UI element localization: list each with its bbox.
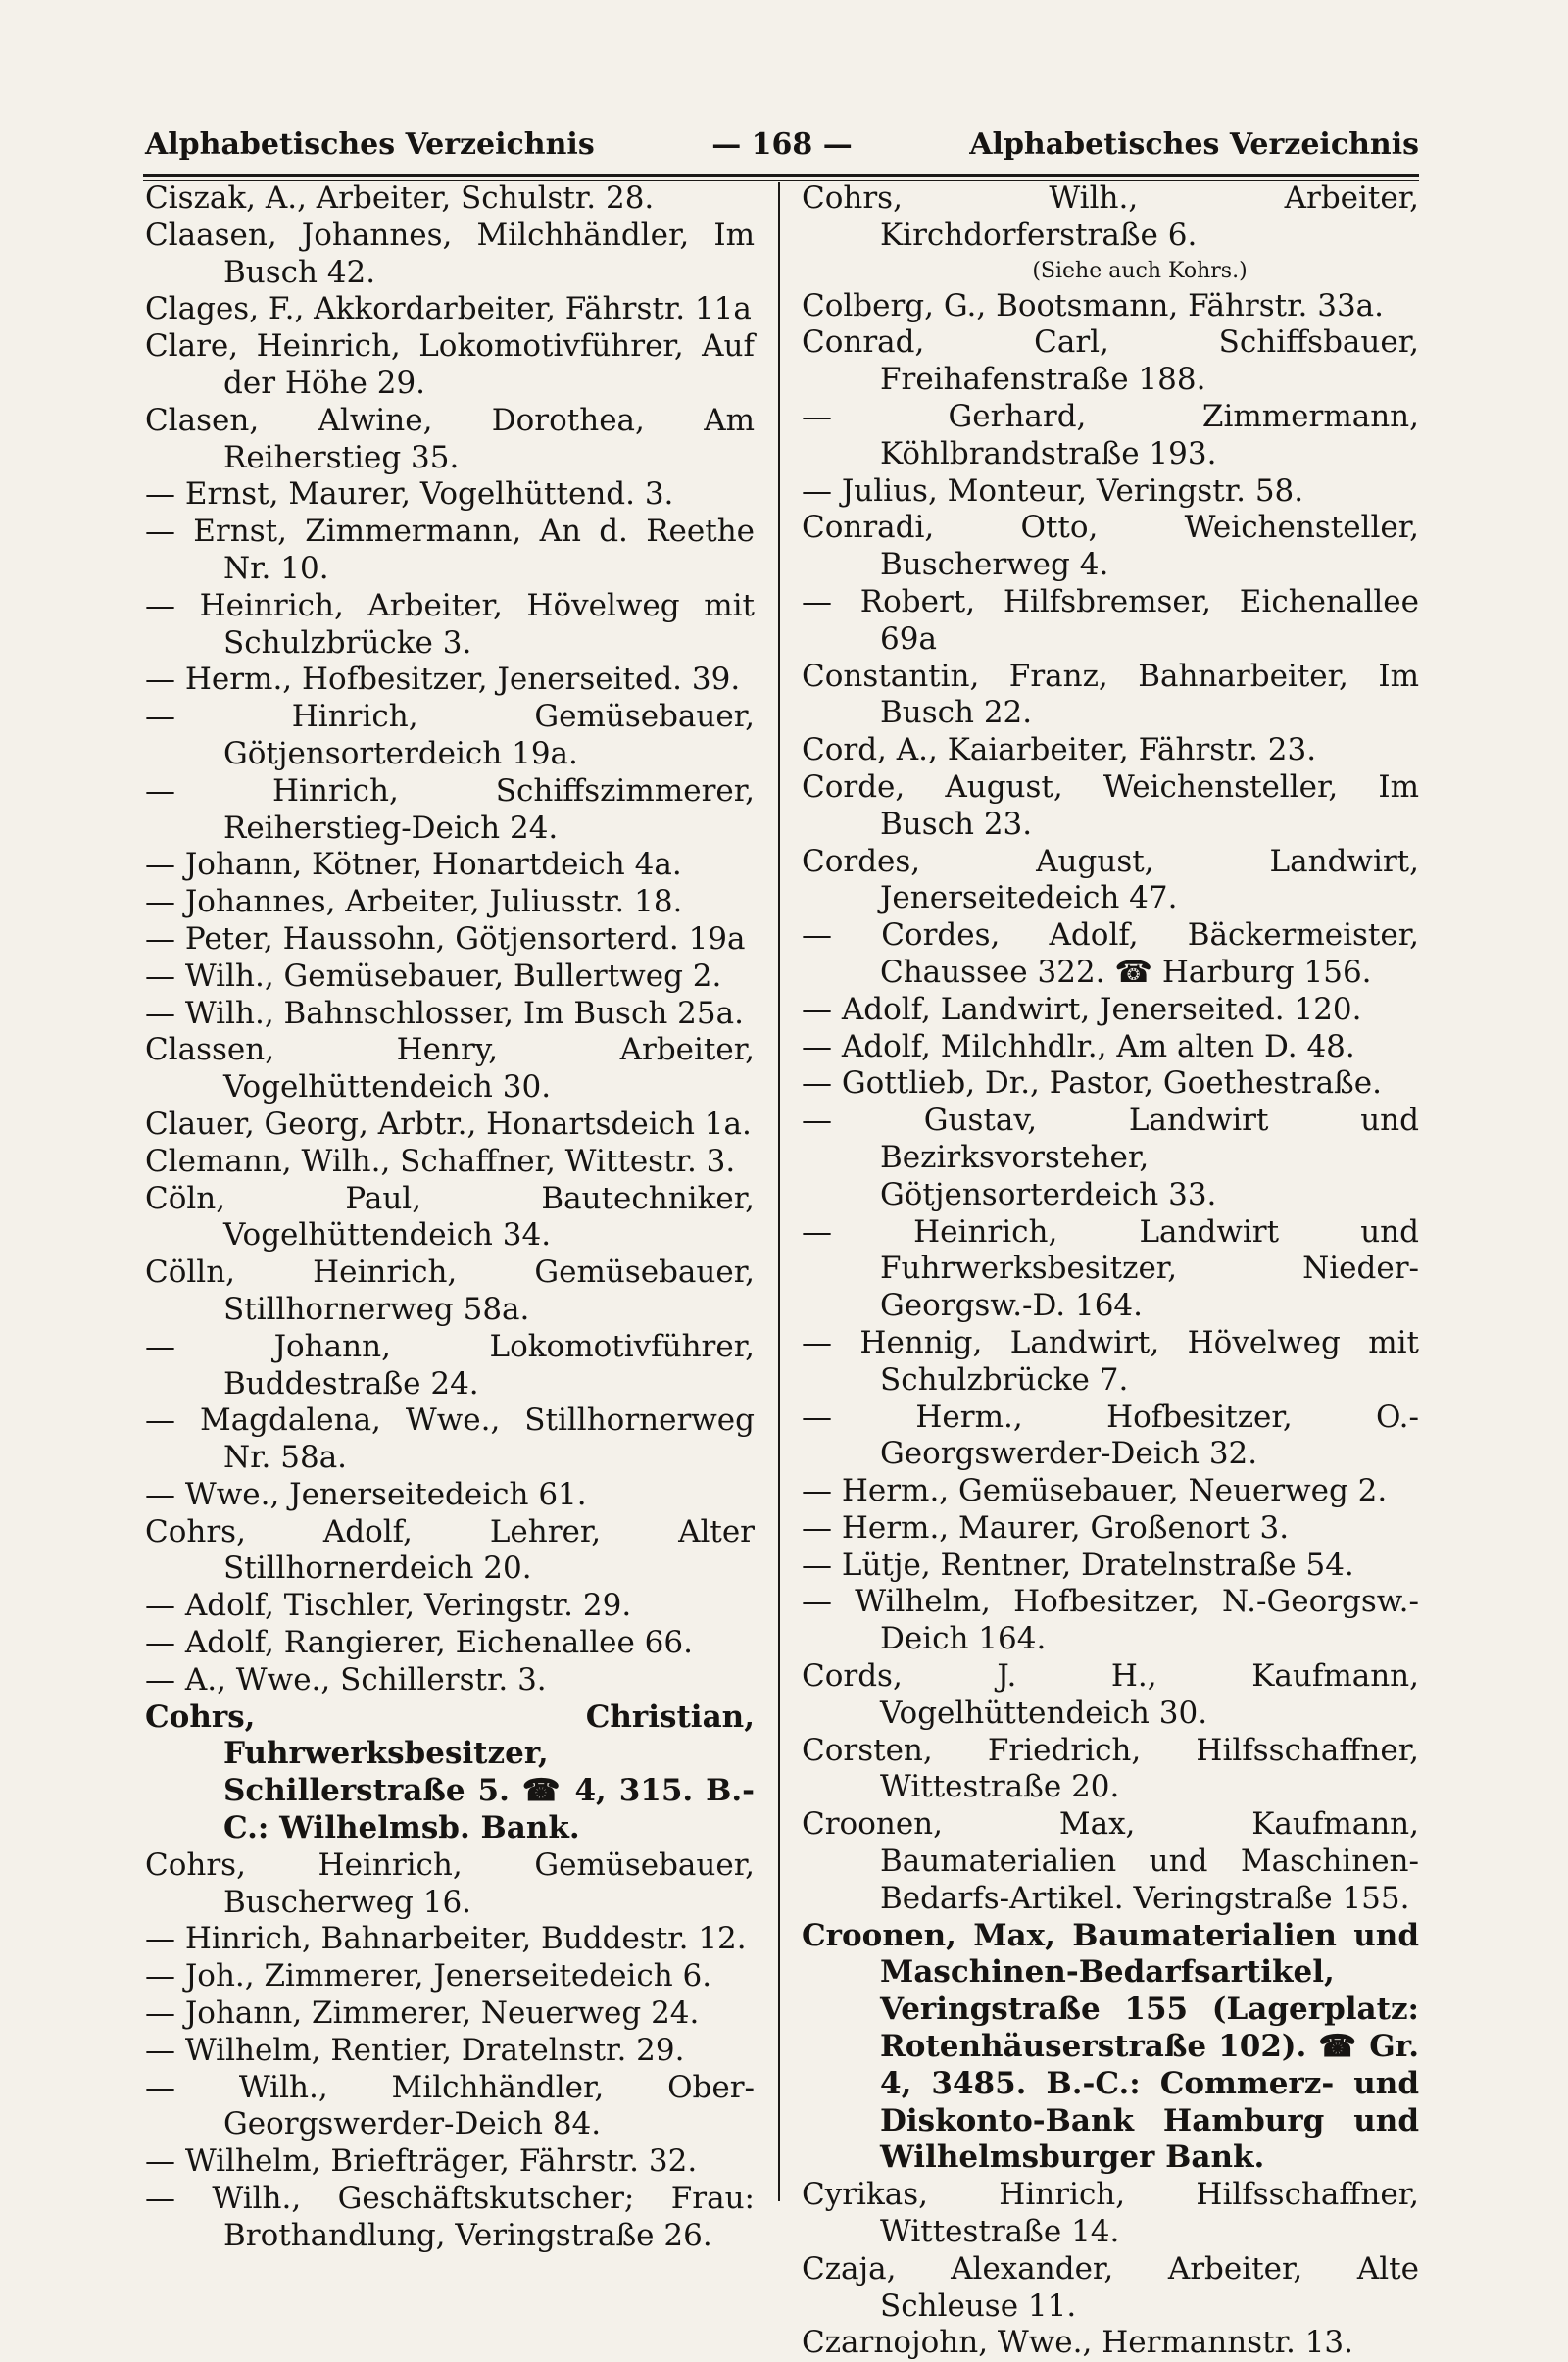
directory-entry: Clare, Heinrich, Lokomotivführer, Auf der Höhe 29. bbox=[145, 328, 755, 401]
directory-entry: Clauer, Georg, Arbtr., Honartsdeich 1a. bbox=[145, 1106, 752, 1142]
directory-entry: — Adolf, Landwirt, Jenerseited. 120. bbox=[802, 991, 1362, 1027]
directory-entry: Classen, Henry, Arbeiter, Vogelhüttendeich 30. bbox=[145, 1032, 755, 1106]
directory-entry: — Johann, Lokomotivführer, Buddestraße 24. bbox=[145, 1328, 755, 1402]
directory-entry: — Cordes, Adolf, Bäckermeister, Chaussee 322. ☎ Harburg 156. bbox=[802, 917, 1419, 990]
directory-entry: — Wwe., Jenerseitedeich 61. bbox=[145, 1476, 587, 1512]
directory-entry: — Julius, Monteur, Veringstr. 58. bbox=[802, 472, 1304, 509]
directory-entry: — Gustav, Landwirt und Bezirksvorsteher, Götjensorterdeich 33. bbox=[802, 1103, 1419, 1212]
directory-entry: Ciszak, A., Arbeiter, Schulstr. 28. bbox=[145, 180, 655, 216]
directory-entry: — Wilhelm, Briefträger, Fährstr. 32. bbox=[145, 2143, 698, 2180]
directory-entry: Cyrikas, Hinrich, Hilfsschaffner, Wittestraße 14. bbox=[802, 2177, 1419, 2250]
directory-entry: — Wilh., Gemüsebauer, Bullertweg 2. bbox=[145, 958, 722, 994]
column-divider bbox=[778, 182, 780, 2201]
directory-entry: Clasen, Alwine, Dorothea, Am Reiherstieg 35. bbox=[145, 402, 755, 475]
directory-entry: — Peter, Haussohn, Götjensorterd. 19a bbox=[145, 920, 746, 957]
directory-entry: — Hennig, Landwirt, Hövelweg mit Schulzbrücke 7. bbox=[802, 1324, 1419, 1398]
directory-entry: — Herm., Gemüsebauer, Neuerweg 2. bbox=[802, 1473, 1388, 1509]
directory-entry: Cordes, August, Landwirt, Jenerseitedeich 47. bbox=[802, 843, 1419, 916]
directory-entry: — Wilh., Geschäftskutscher; Frau: Brothandlung, Veringstraße 26. bbox=[145, 2181, 755, 2253]
directory-entry: Claasen, Johannes, Milchhändler, Im Busch 42. bbox=[145, 217, 755, 290]
directory-entry: — Ernst, Zimmermann, An d. Reethe Nr. 10. bbox=[145, 514, 755, 586]
directory-entry: — Joh., Zimmerer, Jenerseitedeich 6. bbox=[145, 1958, 712, 1994]
directory-entry: — Gottlieb, Dr., Pastor, Goethestraße. bbox=[802, 1065, 1382, 1102]
directory-entry: — Johannes, Arbeiter, Juliusstr. 18. bbox=[145, 884, 683, 920]
directory-entry: — Adolf, Tischler, Veringstr. 29. bbox=[145, 1588, 632, 1624]
page-header bbox=[145, 122, 1419, 171]
directory-entry: — Wilhelm, Rentier, Dratelnstr. 29. bbox=[145, 2032, 685, 2068]
directory-entry: Cohrs, Heinrich, Gemüsebauer, Buscherweg 16. bbox=[145, 1846, 755, 1920]
directory-entry: Cölln, Heinrich, Gemüsebauer, Stillhornerweg 58a. bbox=[145, 1255, 755, 1327]
directory-entry: Croonen, Max, Kaufmann, Baumaterialien und Maschinen-Bedarfs-Artikel. Veringstraße 155. bbox=[802, 1806, 1419, 1916]
directory-entry: — Gerhard, Zimmermann, Köhlbrandstraße 193. bbox=[802, 398, 1419, 471]
directory-entry: Cord, A., Kaiarbeiter, Fährstr. 23. bbox=[802, 732, 1317, 768]
directory-entry: — Hinrich, Bahnarbeiter, Buddestr. 12. bbox=[145, 1921, 747, 1957]
directory-entry: Cöln, Paul, Bautechniker, Vogelhüttendeich 34. bbox=[145, 1180, 755, 1254]
directory-entry: — Wilh., Milchhändler, Ober-Georgswerder-Deich 84. bbox=[145, 2069, 755, 2142]
directory-entry: — A., Wwe., Schillerstr. 3. bbox=[145, 1661, 547, 1698]
right-column bbox=[802, 180, 1419, 2362]
page-number: — 168 — bbox=[711, 127, 853, 162]
directory-entry: Cohrs, Christian, Fuhrwerksbesitzer, Schillerstraße 5. ☎ 4, 315. B.-C.: Wilhelmsb. Bank. bbox=[145, 1698, 755, 1846]
left-column bbox=[145, 180, 755, 2255]
directory-entry: — Wilh., Bahnschlosser, Im Busch 25a. bbox=[145, 995, 744, 1031]
directory-entry: Conradi, Otto, Weichensteller, Buscherweg 4. bbox=[802, 510, 1419, 583]
header-rule bbox=[143, 174, 1419, 177]
cross-reference-note: (Siehe auch Kohrs.) bbox=[1032, 258, 1248, 283]
directory-entry: — Herm., Maurer, Großenort 3. bbox=[802, 1509, 1290, 1546]
directory-entry: Cohrs, Adolf, Lehrer, Alter Stillhornerdeich 20. bbox=[145, 1513, 755, 1587]
directory-entry: — Johann, Kötner, Honartdeich 4a. bbox=[145, 847, 682, 883]
directory-entry: — Lütje, Rentner, Dratelnstraße 54. bbox=[802, 1547, 1354, 1583]
directory-entry: — Wilhelm, Hofbesitzer, N.-Georgsw.-Deich 164. bbox=[802, 1584, 1419, 1657]
directory-entry: — Heinrich, Landwirt und Fuhrwerksbesitzer, Nieder-Georgsw.-D. 164. bbox=[802, 1213, 1419, 1324]
directory-entry: — Herm., Hofbesitzer, O.-Georgswerder-Deich 32. bbox=[802, 1399, 1419, 1472]
directory-entry: Colberg, G., Bootsmann, Fährstr. 33a. bbox=[802, 287, 1385, 323]
directory-entry: — Adolf, Milchhdlr., Am alten D. 48. bbox=[802, 1028, 1355, 1064]
directory-entry: — Adolf, Rangierer, Eichenallee 66. bbox=[145, 1625, 693, 1661]
directory-entry: — Herm., Hofbesitzer, Jenerseited. 39. bbox=[145, 662, 741, 698]
directory-entry: — Ernst, Maurer, Vogelhüttend. 3. bbox=[145, 476, 674, 513]
directory-entry: Corde, August, Weichensteller, Im Busch 23. bbox=[802, 768, 1419, 842]
header-right-title: Alphabetisches Verzeichnis bbox=[969, 127, 1419, 162]
header-left-title: Alphabetisches Verzeichnis bbox=[145, 127, 595, 162]
directory-entry: Cohrs, Wilh., Arbeiter, Kirchdorferstraße 6. bbox=[802, 180, 1419, 253]
directory-entry: Clages, F., Akkordarbeiter, Fährstr. 11a bbox=[145, 291, 752, 327]
directory-entry: Conrad, Carl, Schiffsbauer, Freihafenstraße 188. bbox=[802, 324, 1419, 398]
directory-entry: Corsten, Friedrich, Hilfsschaffner, Wittestraße 20. bbox=[802, 1732, 1419, 1805]
directory-entry: Czarnojohn, Wwe., Hermannstr. 13. bbox=[802, 2325, 1353, 2361]
directory-entry: — Magdalena, Wwe., Stillhornerweg Nr. 58a. bbox=[145, 1402, 755, 1476]
directory-entry: Clemann, Wilh., Schaffner, Wittestr. 3. bbox=[145, 1143, 736, 1179]
directory-entry: — Johann, Zimmerer, Neuerweg 24. bbox=[145, 1995, 700, 2032]
directory-entry: — Hinrich, Gemüsebauer, Götjensorterdeich 19a. bbox=[145, 699, 755, 771]
directory-entry: — Heinrich, Arbeiter, Hövelweg mit Schulzbrücke 3. bbox=[145, 587, 755, 661]
directory-entry: Cords, J. H., Kaufmann, Vogelhüttendeich 30. bbox=[802, 1658, 1419, 1731]
directory-entry: Constantin, Franz, Bahnarbeiter, Im Busch 22. bbox=[802, 658, 1419, 731]
directory-entry: — Hinrich, Schiffszimmerer, Reiherstieg-Deich 24. bbox=[145, 772, 755, 846]
directory-entry: Croonen, Max, Baumaterialien und Maschinen-Bedarfsartikel, Veringstraße 155 (Lagerplatz: Rotenhäuserstraße 102). ☎ Gr. 4, 3485. B.-C.: Commerz- und Diskonto-Bank Hamburg und Wilhelmsburger Bank. bbox=[802, 1917, 1419, 2176]
directory-entry: — Robert, Hilfsbremser, Eichenallee 69a bbox=[802, 583, 1419, 657]
directory-entry: Czaja, Alexander, Arbeiter, Alte Schleuse 11. bbox=[802, 2250, 1419, 2324]
